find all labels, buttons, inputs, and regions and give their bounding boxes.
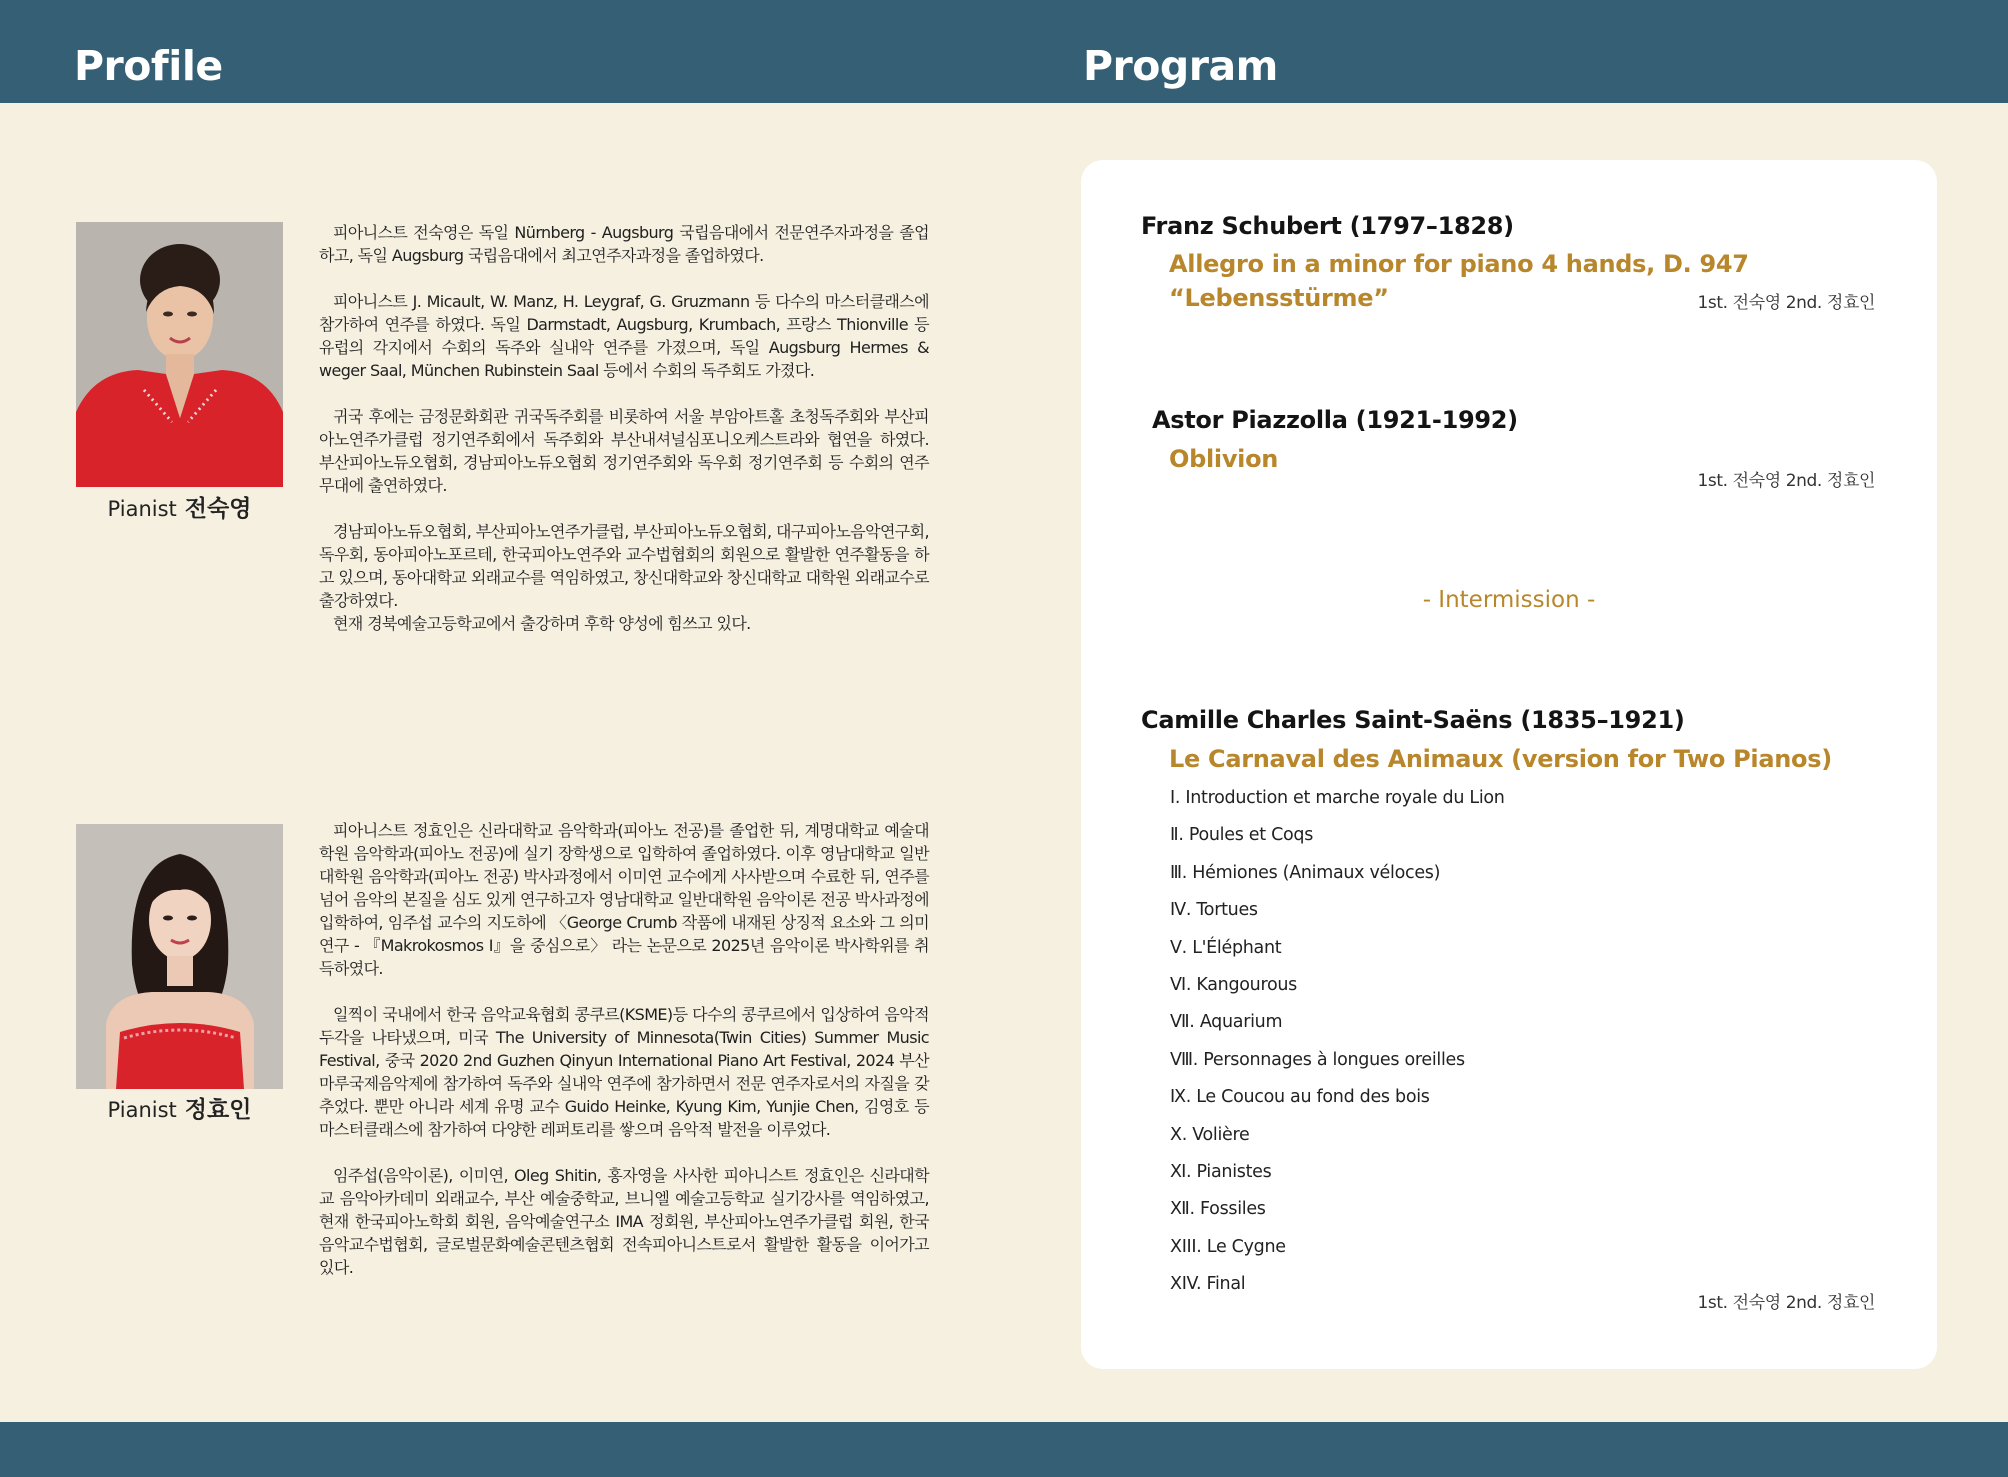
movement-item: Ⅻ. Fossiles: [1170, 1199, 1266, 1220]
movement-item: Ⅰ. Introduction et marche royale du Lion: [1170, 788, 1505, 808]
work-title-schubert: Allegro in a minor for piano 4 hands, D. 947 “Lebensstürme”: [1169, 250, 1749, 312]
profile-title: Profile: [74, 42, 223, 90]
movement-item: Ⅺ. Pianistes: [1170, 1161, 1272, 1182]
work-title-piazzolla: Oblivion: [1169, 445, 1279, 473]
performers-saint-saens: 1st. 전숙영 2nd. 정효인: [1697, 1293, 1875, 1313]
bio-paragraph: 피아니스트 전숙영은 독일 Nürnberg - Augsburg 국립음대에서 전문연주자과정을 졸업하고, 독일 Augsburg 국립음대에서 최고연주자과정을 졸업하였다.: [319, 223, 929, 265]
program-card: [1081, 160, 1937, 1369]
caption-label: Pianist: [107, 1098, 177, 1122]
movement-item: XIV. Final: [1170, 1274, 1246, 1295]
movement-item: Ⅸ. Le Coucou au fond des bois: [1170, 1087, 1430, 1108]
pianist-caption-1: [76, 494, 283, 524]
footer-band: [0, 1422, 2008, 1477]
caption-label: Pianist: [107, 497, 177, 521]
pianist-caption-2: [76, 1095, 283, 1125]
bio-paragraph: 현재 경북예술고등학교에서 출강하며 후학 양성에 힘쓰고 있다.: [333, 614, 751, 633]
pianist-name: 정효인: [184, 1097, 252, 1123]
movement-item: Ⅲ. Hémiones (Animaux véloces): [1170, 862, 1441, 883]
pianist-bio-1: [319, 221, 929, 635]
composer-saint-saens: Camille Charles Saint-Saëns (1835–1921): [1141, 706, 1685, 734]
pianist-portrait-image: [76, 824, 283, 1089]
pianist-photo-2: [76, 824, 283, 1089]
performers-piazzolla: 1st. 전숙영 2nd. 정효인: [1697, 471, 1875, 491]
intermission-label: - Intermission -: [1422, 587, 1596, 613]
header-band: [0, 0, 2008, 103]
bio-paragraph: 피아니스트 J. Micault, W. Manz, H. Leygraf, G. Gruzmann 등 다수의 마스터클래스에 참가하여 연주를 하였다. 독일 Darmstadt, Augsburg, Krumbach, 프랑스 Thionville 등 유럽의 각지에서 수회의 독주와 실내악 연주를 가졌으며, 독일 Augsburg Hermes & weger Saal, München Rubinstein Saal 등에서 수회의 독주회도 가졌다.: [319, 292, 929, 380]
program-title: Program: [1083, 42, 1278, 90]
bio-paragraph: 귀국 후에는 금정문화회관 귀국독주회를 비롯하여 서울 부암아트홀 초청독주회와 부산피아노연주가클럽 정기연주회에서 독주회와 부산내셔널심포니오케스트라와 협연을 하였다. 부산피아노듀오협회, 경남피아노듀오협회 정기연주회와 독우회 정기연주회 등 수회의 연주무대에 출연하였다.: [319, 407, 929, 495]
pianist-bio-2: [319, 819, 929, 1279]
pianist-portrait-image: [76, 222, 283, 487]
movement-list: [1170, 785, 1505, 1308]
performers-schubert: 1st. 전숙영 2nd. 정효인: [1697, 293, 1875, 313]
work-title-saint-saens: Le Carnaval des Animaux (version for Two Pianos): [1169, 745, 1832, 773]
composer-piazzolla: Astor Piazzolla (1921-1992): [1152, 406, 1518, 434]
bio-paragraph: 경남피아노듀오협회, 부산피아노연주가클럽, 부산피아노듀오협회, 대구피아노음악연구회, 독우회, 동아피아노포르테, 한국피아노연주와 교수법협회의 회원으로 활발한 연주활동을 하고 있으며, 동아대학교 외래교수를 역임하였고, 창신대학교와 창신대학교 대학원 외래교수로 출강하였다.: [319, 522, 929, 610]
movement-item: Ⅹ. Volière: [1170, 1124, 1250, 1145]
movement-item: Ⅳ. Tortues: [1170, 900, 1258, 921]
movement-item: Ⅷ. Personnages à longues oreilles: [1170, 1049, 1465, 1070]
movement-item: Ⅱ. Poules et Coqs: [1170, 825, 1314, 846]
composer-schubert: Franz Schubert (1797–1828): [1141, 212, 1514, 240]
pianist-photo-1: [76, 222, 283, 487]
movement-item: XIII. Le Cygne: [1170, 1236, 1286, 1257]
pianist-name: 전숙영: [184, 496, 252, 522]
bio-paragraph: 임주섭(음악이론), 이미연, Oleg Shitin, 홍자영을 사사한 피아니스트 정효인은 신라대학교 음악아카데미 외래교수, 부산 예술중학교, 브니엘 예술고등학교 실기강사를 역임하였고, 현재 한국피아노학회 회원, 음악예술연구소 IMA 정회원, 부산피아노연주가클럽 회원, 한국음악교수법협회, 글로벌문화예술콘텐츠협회 전속피아니스트로서 활발한 활동을 이어가고 있다.: [319, 1166, 929, 1277]
bio-paragraph: 일찍이 국내에서 한국 음악교육협회 콩쿠르(KSME)등 다수의 콩쿠르에서 입상하여 음악적 두각을 나타냈으며, 미국 The University of Minnesota(Twin Cities) Summer Music Festival, 중국 2020 2nd Guzhen Qinyun International Piano Art Festival, 2024 부산마루국제음악제에 참가하여 독주와 실내악 연주에 참가하면서 전문 연주자로서의 자질을 갖추었다. 뿐만 아니라 세계 유명 교수 Guido Heinke, Kyung Kim, Yunjie Chen, 김영호 등 마스터클래스에 참가하여 다양한 레퍼토리를 쌓으며 음악적 발전을 이루었다.: [319, 1005, 929, 1139]
movement-item: Ⅶ. Aquarium: [1170, 1012, 1283, 1033]
movement-item: Ⅴ. L'Éléphant: [1170, 937, 1282, 958]
bio-paragraph: 피아니스트 정효인은 신라대학교 음악학과(피아노 전공)를 졸업한 뒤, 계명대학교 예술대학원 음악학과(피아노 전공)에 실기 장학생으로 입학하여 졸업하였다. 이후 영남대학교 일반대학원 음악학과(피아노 전공) 박사과정에서 이미연 교수에게 사사받으며 수료한 뒤, 연주를 넘어 음악의 본질을 심도 있게 연구하고자 영남대학교 일반대학원 음악이론 전공 박사과정에 입학하여, 임주섭 교수의 지도하에 〈George Crumb 작품에 내재된 상징적 요소와 그 의미 연구 - 『Makrokosmos I』을 중심으로〉 라는 논문으로 2025년 음악이론 박사학위를 취득하였다.: [319, 821, 929, 978]
movement-item: Ⅵ. Kangourous: [1170, 974, 1297, 995]
